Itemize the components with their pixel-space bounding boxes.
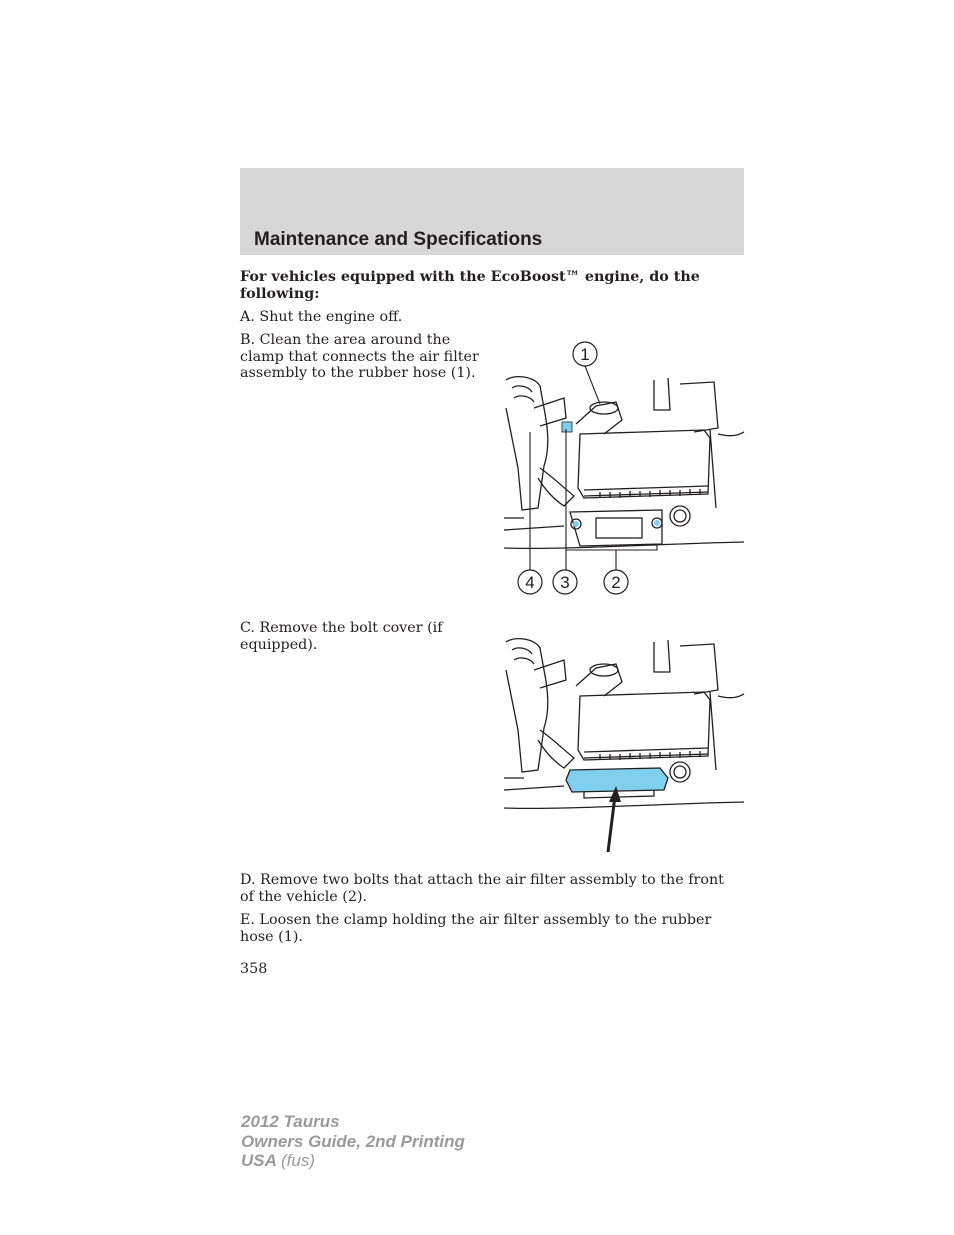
step-d: D. Remove two bolts that attach the air filter assembly to the front of the vehicle (2). <box>240 872 724 905</box>
step-c: C. Remove the bolt cover (if equipped). <box>240 620 443 653</box>
engine-bay-line-art <box>504 377 744 549</box>
callout-1 <box>573 342 597 366</box>
section-header-band <box>240 168 744 255</box>
page-number: 358 <box>240 961 268 977</box>
bolt-cover-highlight <box>566 768 668 792</box>
footer-region-main: USA <box>241 1151 277 1170</box>
step-e: E. Loosen the clamp holding the air filter assembly to the rubber hose (1). <box>240 912 712 945</box>
callout-4-label: 4 <box>525 573 535 592</box>
bolt-cover-figure <box>504 630 746 856</box>
callout-4 <box>518 570 542 594</box>
callout-2 <box>604 570 628 594</box>
step-a: A. Shut the engine off. <box>240 309 403 325</box>
callout-2-label: 2 <box>611 573 621 592</box>
section-title: Maintenance and Specifications <box>254 229 543 250</box>
leader-lines <box>530 366 657 570</box>
air-filter-figure-callouts <box>504 338 746 600</box>
footer-region <box>241 1151 465 1171</box>
pointer-arrow <box>608 786 621 852</box>
callout-1-label: 1 <box>580 345 590 364</box>
step-b: B. Clean the area around the clamp that connects the air filter assembly to the rubber hose (1). <box>240 332 479 381</box>
footer-model: 2012 Taurus <box>241 1112 340 1131</box>
intro-text: For vehicles equipped with the EcoBoost™ engine, do the following: <box>240 269 700 302</box>
footer-region-sub: (fus) <box>281 1151 315 1170</box>
footer <box>241 1112 465 1171</box>
footer-edition: Owners Guide, 2nd Printing <box>241 1131 465 1151</box>
callout-3-label: 3 <box>560 573 570 592</box>
callout-3 <box>553 570 577 594</box>
